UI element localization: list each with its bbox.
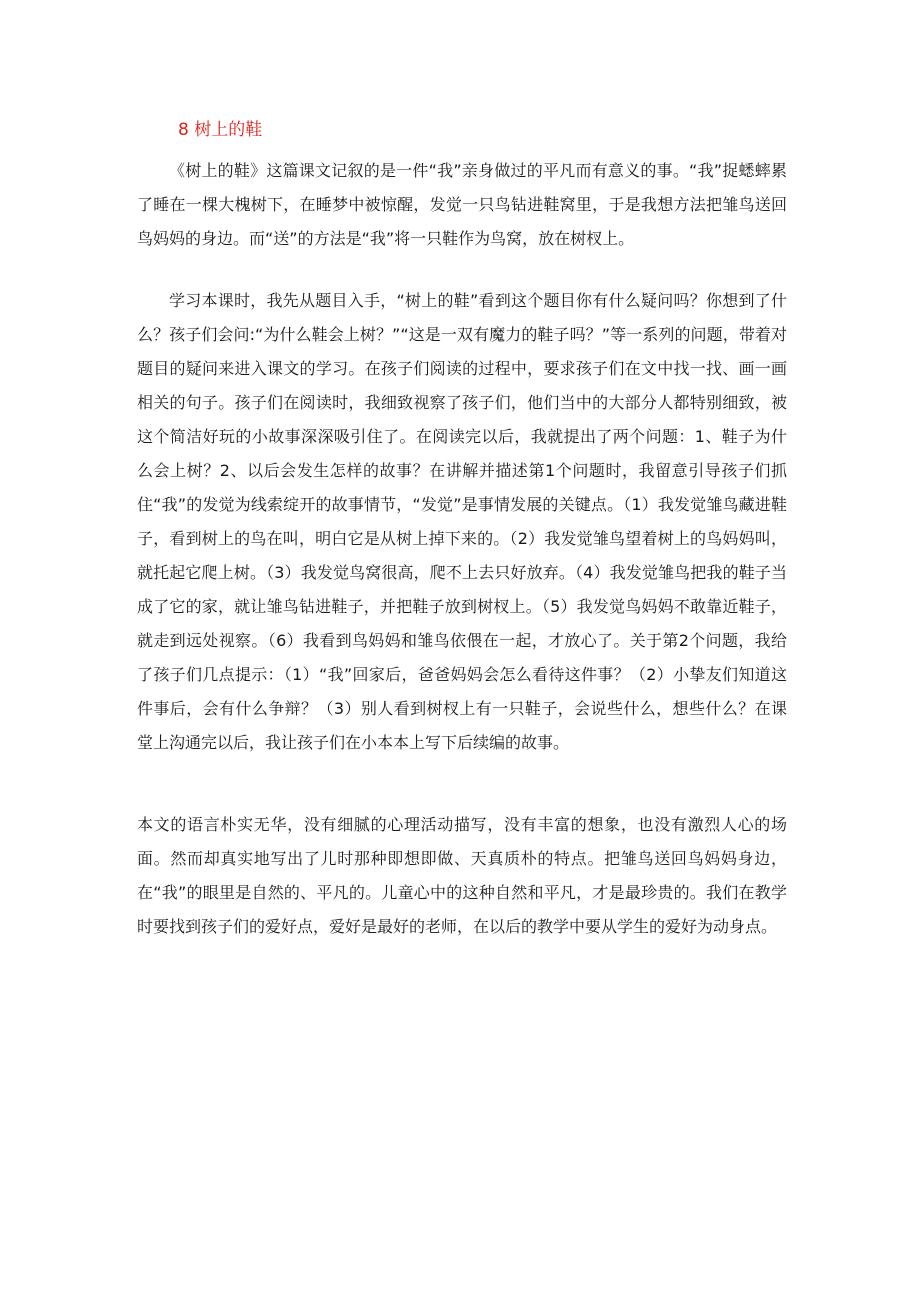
paragraph-teaching-process: 学习本课时，我先从题目入手，“树上的鞋”看到这个题目你有什么疑问吗？你想到了什么？孩子们会问:“为什么鞋会上树？”“这是一双有魔力的鞋子吗？”等一系列的问题，带着对题目的疑问来进入课文的学习。在孩子们阅读的过程中，要求孩子们在文中找一找、画一画相关的句子。孩子们在阅读时，我细致视察了孩子们，他们当中的大部分人都特别细致，被这个简洁好玩的小故事深深吸引住了。在阅读完以后，我就提出了两个问题：1、鞋子为什么会上树？2、以后会发生怎样的故事？在讲解并描述第1个问题时，我留意引导孩子们抓住“我”的发觉为线索绽开的故事情节，“发觉”是事情发展的关键点。（1）我发觉雏鸟藏进鞋子，看到树上的鸟在叫，明白它是从树上掉下来的。（2）我发觉雏鸟望着树上的鸟妈妈叫，就托起它爬上树。（3）我发觉鸟窝很高，爬不上去只好放弃。（4）我发觉雏鸟把我的鞋子当成了它的家，就让雏鸟钻进鞋子，并把鞋子放到树杈上。（5）我发觉鸟妈妈不敢靠近鞋子，就走到远处视察。（6）我看到鸟妈妈和雏鸟依偎在一起，才放心了。关于第2个问题，我给了孩子们几点提示：（1）“我”回家后，爸爸妈妈会怎么看待这件事？（2）小挚友们知道这件事后，会有什么争辩？（3）别人看到树杈上有一只鞋子，会说些什么，想些什么？在课堂上沟通完以后，我让孩子们在小本本上写下后续编的故事。 xyxy=(137,291,787,752)
paragraph-reflection: 本文的语言朴实无华，没有细腻的心理活动描写，没有丰富的想象，也没有激烈人心的场面。然而却真实地写出了儿时那种即想即做、天真质朴的特点。把雏鸟送回鸟妈妈身边，在“我”的眼里是自然的、平凡的。儿童心中的这种自然和平凡，才是最珍贵的。我们在教学时要找到孩子们的爱好点，爱好是最好的老师，在以后的教学中要从学生的爱好为动身点。 xyxy=(137,815,787,936)
paragraph-summary: 《树上的鞋》这篇课文记叙的是一件“我”亲身做过的平凡而有意义的事。“我”捉蟋蟀累了睡在一棵大槐树下，在睡梦中被惊醒，发觉一只鸟钻进鞋窝里，于是我想方法把雏鸟送回鸟妈妈的身边。而“送”的方法是“我”将一只鞋作为鸟窝，放在树杈上。 xyxy=(137,161,787,248)
document-title: 8 树上的鞋 xyxy=(178,120,263,140)
